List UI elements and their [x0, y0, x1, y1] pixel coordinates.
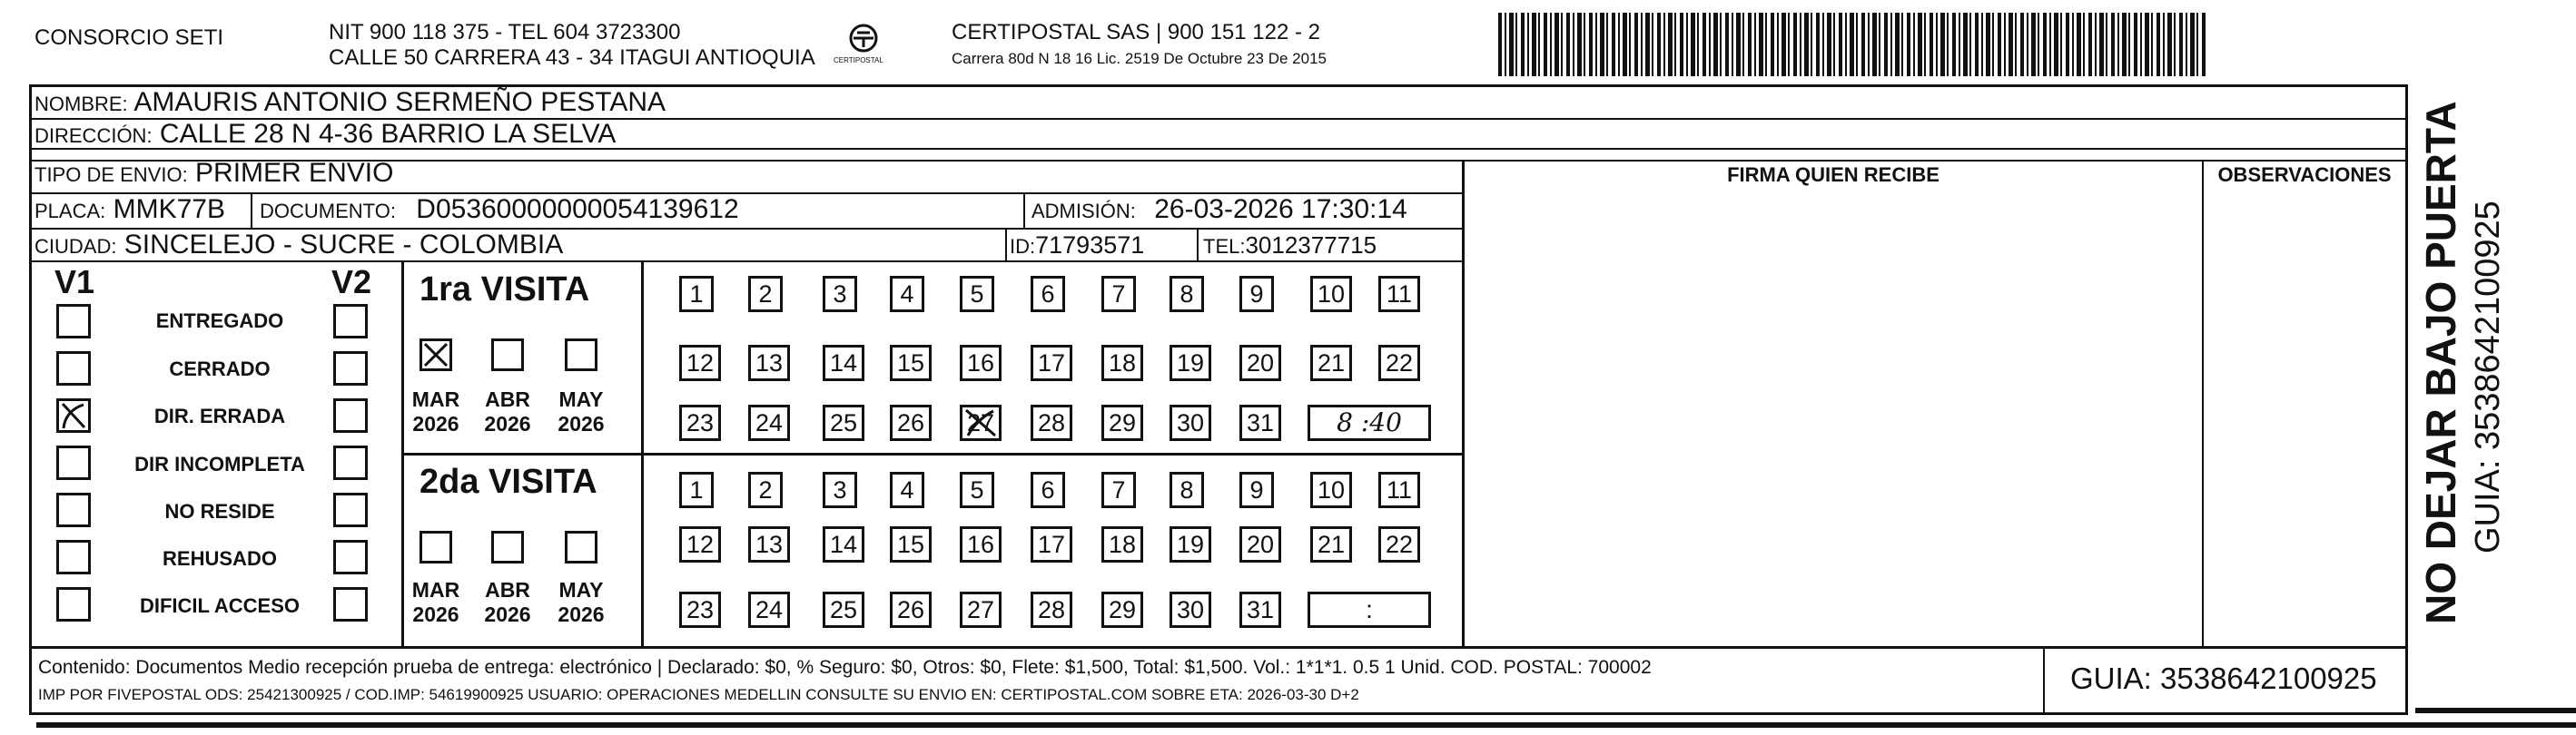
no-dejar-bajo-puerta-warning: NO DEJAR BAJO PUERTA	[2417, 101, 2464, 624]
visit-2-day-15[interactable]: 15	[890, 526, 932, 563]
visit-1-month-abr-checkbox[interactable]	[491, 338, 524, 371]
year-label: 2026	[558, 603, 605, 626]
month-label: MAY	[558, 578, 604, 602]
year-label: 2026	[484, 603, 531, 626]
visit-2-day-23[interactable]: 23	[679, 592, 721, 628]
visit-1-day-6[interactable]: 6	[1031, 276, 1065, 312]
visit-2-day-22[interactable]: 22	[1378, 526, 1420, 563]
v2-checkbox-dificil-acceso[interactable]	[333, 587, 368, 622]
visit-1-day-13[interactable]: 13	[748, 345, 790, 381]
visit-2-month-mar	[409, 578, 463, 627]
status-label-no-reside: NO RESIDE	[164, 500, 275, 523]
id-value: 71793571	[1035, 231, 1145, 259]
visit-2-day-7[interactable]: 7	[1101, 472, 1136, 508]
visit-1-month-mar	[409, 387, 463, 436]
handwritten-x-mark-icon	[59, 401, 88, 430]
visit-2-day-26[interactable]: 26	[890, 592, 932, 628]
visit-1-day-1[interactable]: 1	[679, 276, 714, 312]
v1-checkbox-cerrado[interactable]	[56, 351, 91, 386]
direccion-value: CALLE 28 N 4-36 BARRIO LA SELVA	[159, 119, 617, 149]
visit-2-day-24[interactable]: 24	[748, 592, 790, 628]
documento-label: DOCUMENTO:	[260, 200, 396, 222]
v2-checkbox-rehusado[interactable]	[333, 540, 368, 574]
visit-1-day-29[interactable]: 29	[1101, 405, 1143, 441]
placa-label: PLACA:	[35, 200, 106, 222]
certipostal-logo-icon	[834, 20, 893, 74]
visit-1-day-3[interactable]: 3	[823, 276, 857, 312]
visit-2-month-may-checkbox[interactable]	[565, 531, 597, 564]
barcode	[1498, 13, 2208, 76]
visit-2-month-may	[554, 578, 608, 627]
check-x-mark-icon	[422, 341, 449, 368]
logo-text: CERTIPOSTAL	[834, 56, 883, 64]
visit-1-day-30[interactable]: 30	[1170, 405, 1211, 441]
visit-2-time[interactable]: :	[1308, 592, 1431, 628]
v2-checkbox-no-reside[interactable]	[333, 493, 368, 527]
tel-row	[1203, 230, 1377, 262]
year-label: 2026	[412, 603, 459, 626]
nombre-label: NOMBRE:	[35, 93, 128, 115]
placa-row	[35, 194, 225, 227]
visit-1-day-19[interactable]: 19	[1170, 345, 1211, 381]
visit-1-day-5[interactable]: 5	[960, 276, 994, 312]
visit-1-month-mar-checkbox[interactable]	[419, 338, 452, 371]
visit-2-day-12[interactable]: 12	[679, 526, 721, 563]
footer-contenido: Contenido: Documentos Medio recepción prueba de entrega: electrónico | Declarado: $0, % Seguro: $0, Otros: $0, Flete: $1,500, Total: $1,500. Vol.: 1*1*1. 0.5 1 Unid. COD. POSTAL: 700002	[38, 657, 1652, 678]
tel-label: TEL:	[1203, 235, 1246, 258]
v1-checkbox-dir-errada[interactable]	[56, 398, 91, 433]
visit-1-day-9[interactable]: 9	[1239, 276, 1274, 312]
year-label: 2026	[484, 412, 531, 436]
license-line: Carrera 80d N 18 16 Lic. 2519 De Octubre 23 De 2015	[952, 50, 1327, 67]
visit-1-day-25[interactable]: 25	[823, 405, 864, 441]
visit-1-title: 1ra VISITA	[419, 270, 590, 309]
status-label-rehusado: REHUSADO	[163, 547, 277, 570]
visit-2-day-1[interactable]: 1	[679, 472, 714, 508]
status-label-dir-errada: DIR. ERRADA	[153, 405, 286, 427]
nit-line: NIT 900 118 375 - TEL 604 3723300	[329, 20, 681, 44]
visit-2-day-13[interactable]: 13	[748, 526, 790, 563]
nombre-row	[35, 87, 666, 120]
visit-1-month-may-checkbox[interactable]	[565, 338, 597, 371]
visit-1-day-28[interactable]: 28	[1031, 405, 1072, 441]
visit-2-day-18[interactable]: 18	[1101, 526, 1143, 563]
visit-2-day-30[interactable]: 30	[1170, 592, 1211, 628]
visit-2-title: 2da VISITA	[419, 463, 597, 501]
visit-1-day-26[interactable]: 26	[890, 405, 932, 441]
visit-2-day-21[interactable]: 21	[1310, 526, 1352, 563]
visit-2-month-mar-checkbox[interactable]	[419, 531, 452, 564]
tel-value: 3012377715	[1245, 231, 1377, 259]
status-label-dificil-acceso: DIFICIL ACCESO	[139, 594, 300, 617]
v1-checkbox-dificil-acceso[interactable]	[56, 587, 91, 622]
v1-checkbox-no-reside[interactable]	[56, 493, 91, 527]
admision-value: 26-03-2026 17:30:14	[1154, 194, 1407, 224]
carrier-line: CERTIPOSTAL SAS | 900 151 122 - 2	[952, 20, 1320, 44]
month-label: MAR	[411, 578, 460, 602]
visit-2-day-20[interactable]: 20	[1239, 526, 1281, 563]
visit-1-day-14[interactable]: 14	[823, 345, 864, 381]
visit-1-day-2[interactable]: 2	[748, 276, 783, 312]
id-row	[1010, 230, 1144, 262]
certipostal-logo	[834, 20, 893, 74]
day-number: 27	[966, 409, 995, 436]
year-label: 2026	[558, 412, 605, 436]
visit-2-day-6[interactable]: 6	[1031, 472, 1065, 508]
visit-1-day-31[interactable]: 31	[1239, 405, 1281, 441]
visit-2-day-17[interactable]: 17	[1031, 526, 1072, 563]
status-label-cerrado: CERRADO	[169, 358, 271, 380]
address-line: CALLE 50 CARRERA 43 - 34 ITAGUI ANTIOQUIA	[329, 45, 815, 70]
visit-2-day-5[interactable]: 5	[960, 472, 994, 508]
id-label: ID:	[1010, 235, 1036, 258]
ciudad-row	[35, 230, 563, 262]
status-label-entregado: ENTREGADO	[155, 309, 284, 332]
ciudad-label: CIUDAD:	[35, 235, 117, 258]
visit-2-day-8[interactable]: 8	[1170, 472, 1204, 508]
v2-checkbox-cerrado[interactable]	[333, 351, 368, 386]
tipo-value: PRIMER ENVIO	[195, 158, 394, 188]
month-label: MAR	[411, 387, 460, 411]
status-label-dir-incompleta: DIR INCOMPLETA	[134, 453, 305, 475]
visit-1-day-27[interactable]	[960, 405, 1002, 441]
visit-2-day-19[interactable]: 19	[1170, 526, 1211, 563]
admision-row	[1031, 194, 1407, 227]
visit-1-day-17[interactable]: 17	[1031, 345, 1072, 381]
visit-2-month-abr-checkbox[interactable]	[491, 531, 524, 564]
observaciones-label: OBSERVACIONES	[2217, 163, 2392, 186]
ciudad-value: SINCELEJO - SUCRE - COLOMBIA	[123, 230, 564, 260]
visit-1-time[interactable]: 8 :40	[1308, 405, 1431, 441]
company-name: CONSORCIO SETI	[35, 25, 224, 50]
firma-label: FIRMA QUIEN RECIBE	[1727, 163, 1939, 186]
direccion-label: DIRECCIÓN:	[35, 124, 153, 147]
tipo-row	[35, 158, 393, 191]
placa-value: MMK77B	[113, 194, 225, 224]
visit-2-day-4[interactable]: 4	[890, 472, 924, 508]
visit-2-day-16[interactable]: 16	[960, 526, 1002, 563]
visit-2-day-11[interactable]: 11	[1378, 472, 1420, 508]
visit-2-month-abr	[480, 578, 535, 627]
tipo-label: TIPO DE ENVIO:	[35, 163, 188, 186]
visit-1-day-10[interactable]: 10	[1310, 276, 1352, 312]
documento-row	[260, 194, 739, 227]
v2-checkbox-entregado[interactable]	[333, 304, 368, 338]
visit-2-day-3[interactable]: 3	[823, 472, 857, 508]
documento-value: D05360000000054139612	[416, 194, 739, 224]
visit-2-day-31[interactable]: 31	[1239, 592, 1281, 628]
v1-label: V1	[54, 263, 95, 300]
month-label: ABR	[485, 387, 530, 411]
visit-1-day-15[interactable]: 15	[890, 345, 932, 381]
visit-1-day-24[interactable]: 24	[748, 405, 790, 441]
year-label: 2026	[412, 412, 459, 436]
v1-checkbox-dir-incompleta[interactable]	[56, 446, 91, 480]
visit-1-day-23[interactable]: 23	[679, 405, 721, 441]
nombre-value: AMAURIS ANTONIO SERMEÑO PESTANA	[133, 87, 666, 117]
visit-1-day-12[interactable]: 12	[679, 345, 721, 381]
v2-checkbox-dir-incompleta[interactable]	[333, 446, 368, 480]
visit-2-day-9[interactable]: 9	[1239, 472, 1274, 508]
visit-1-month-abr	[480, 387, 535, 436]
visit-2-day-14[interactable]: 14	[823, 526, 864, 563]
handwritten-x-mark-icon	[962, 407, 999, 438]
month-label: MAY	[558, 387, 604, 411]
month-label: ABR	[485, 578, 530, 602]
visit-1-day-20[interactable]: 20	[1239, 345, 1281, 381]
footer-guia-number: GUIA: 3538642100925	[2070, 662, 2377, 695]
visit-1-day-22[interactable]: 22	[1378, 345, 1420, 381]
visit-2-day-2[interactable]: 2	[748, 472, 783, 508]
footer-imp-line: IMP POR FIVEPOSTAL ODS: 25421300925 / COD.IMP: 54619900925 USUARIO: OPERACIONES MEDELLIN CONSULTE SU ENVIO EN: CERTIPOSTAL.COM SOBRE ETA: 2026-03-30 D+2	[38, 686, 1359, 703]
v1-checkbox-rehusado[interactable]	[56, 540, 91, 574]
visit-1-day-8[interactable]: 8	[1170, 276, 1204, 312]
visit-1-month-may	[554, 387, 608, 436]
visit-2-day-10[interactable]: 10	[1310, 472, 1352, 508]
direccion-row	[35, 119, 616, 152]
visit-1-day-16[interactable]: 16	[960, 345, 1002, 381]
admision-label: ADMISIÓN:	[1031, 200, 1136, 222]
visit-1-day-7[interactable]: 7	[1101, 276, 1136, 312]
side-guia-number: GUIA: 3538642100925	[2469, 201, 2507, 554]
v2-label: V2	[331, 263, 372, 300]
visit-1-day-11[interactable]: 11	[1378, 276, 1420, 312]
visit-2-day-29[interactable]: 29	[1101, 592, 1143, 628]
visit-1-day-21[interactable]: 21	[1310, 345, 1352, 381]
v2-checkbox-dir-errada[interactable]	[333, 398, 368, 433]
visit-2-day-28[interactable]: 28	[1031, 592, 1072, 628]
visit-2-day-25[interactable]: 25	[823, 592, 864, 628]
v1-checkbox-entregado[interactable]	[56, 304, 91, 338]
visit-1-day-4[interactable]: 4	[890, 276, 924, 312]
visit-1-day-18[interactable]: 18	[1101, 345, 1143, 381]
visit-2-day-27[interactable]: 27	[960, 592, 1002, 628]
